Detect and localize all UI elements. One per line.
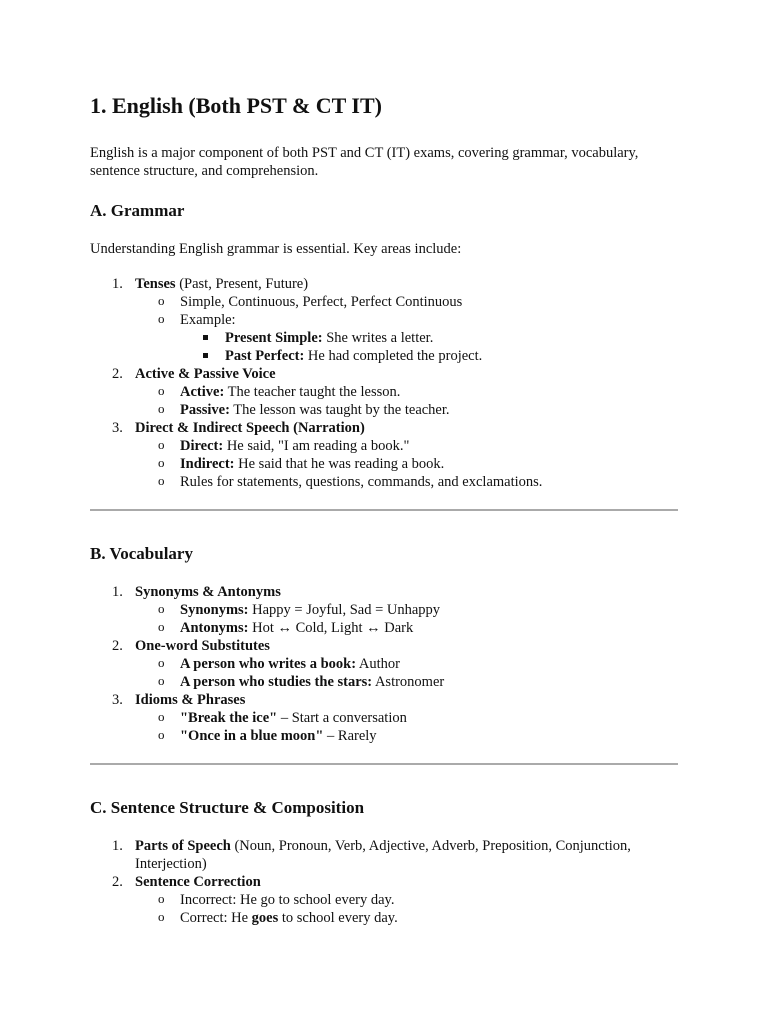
circle-bullet-icon: o bbox=[158, 673, 165, 688]
sub-item-text: Astronomer bbox=[372, 674, 445, 690]
sub-item-text: Example: bbox=[180, 312, 236, 328]
circle-bullet-icon: o bbox=[158, 619, 165, 634]
sub-item-label: A person who writes a book: bbox=[180, 656, 357, 672]
example-item bbox=[180, 347, 678, 365]
item-number: 2. bbox=[112, 638, 123, 654]
sub-item-text: Rules for statements, questions, commands, and exclamations. bbox=[180, 474, 543, 490]
sub-item-text: The lesson was taught by the teacher. bbox=[229, 402, 450, 418]
sub-item-label: Direct: bbox=[180, 438, 224, 454]
circle-bullet-icon: o bbox=[158, 909, 165, 924]
circle-bullet-icon: o bbox=[158, 401, 165, 416]
item-detail: (Past, Present, Future) bbox=[175, 276, 309, 292]
circle-bullet-icon: o bbox=[158, 601, 165, 616]
sub-item bbox=[135, 891, 678, 909]
sub-item-emphasis: goes bbox=[251, 910, 279, 926]
sub-item bbox=[135, 709, 678, 727]
item-number: 1. bbox=[112, 584, 123, 600]
sub-item-text: He said, "I am reading a book." bbox=[223, 438, 410, 454]
sub-list bbox=[135, 293, 678, 365]
list-item bbox=[90, 275, 678, 365]
example-text: She writes a letter. bbox=[322, 330, 434, 346]
sub-item-text: – Rarely bbox=[323, 728, 377, 744]
circle-bullet-icon: o bbox=[158, 383, 165, 398]
circle-bullet-icon: o bbox=[158, 311, 165, 326]
intro-paragraph: English is a major component of both PST and CT (IT) exams, covering grammar, vocabulary, sentence structure, and comprehension. bbox=[90, 145, 639, 179]
sub-item bbox=[135, 383, 678, 401]
item-number: 1. bbox=[112, 838, 123, 854]
item-title: Tenses bbox=[135, 276, 176, 292]
sub-item-text: Incorrect: He go to school every day. bbox=[180, 892, 395, 908]
list-item bbox=[90, 583, 678, 637]
structure-list bbox=[90, 837, 678, 927]
example-list bbox=[180, 329, 678, 365]
list-item bbox=[90, 365, 678, 419]
item-title: One-word Substitutes bbox=[135, 638, 270, 654]
item-title: Synonyms & Antonyms bbox=[135, 584, 281, 600]
item-number: 3. bbox=[112, 692, 123, 708]
item-number: 2. bbox=[112, 874, 123, 890]
structure-heading: C. Sentence Structure & Composition bbox=[90, 798, 365, 817]
sub-item bbox=[135, 619, 678, 637]
sub-item-label: "Once in a blue moon" bbox=[180, 728, 324, 744]
sub-item-text: Simple, Continuous, Perfect, Perfect Continuous bbox=[180, 294, 463, 310]
sub-item bbox=[135, 311, 678, 365]
item-title: Sentence Correction bbox=[135, 874, 261, 890]
sub-item-text: He said that he was reading a book. bbox=[234, 456, 445, 472]
sub-item bbox=[135, 655, 678, 673]
sub-item-text: Correct: He bbox=[180, 910, 252, 926]
grammar-list bbox=[90, 275, 678, 491]
item-number: 2. bbox=[112, 366, 123, 382]
vocabulary-heading: B. Vocabulary bbox=[90, 544, 193, 563]
sub-list bbox=[135, 891, 678, 927]
sub-item bbox=[135, 437, 678, 455]
example-text: He had completed the project. bbox=[304, 348, 483, 364]
sub-list bbox=[135, 709, 678, 745]
list-item bbox=[90, 691, 678, 745]
sub-item-label: Synonyms: bbox=[180, 602, 249, 618]
sub-item-label: Indirect: bbox=[180, 456, 235, 472]
example-label: Present Simple: bbox=[225, 330, 323, 346]
circle-bullet-icon: o bbox=[158, 473, 165, 488]
sub-item bbox=[135, 673, 678, 691]
item-title: Idioms & Phrases bbox=[135, 692, 246, 708]
item-title: Direct & Indirect Speech (Narration) bbox=[135, 420, 365, 436]
spacer bbox=[90, 765, 678, 797]
sub-item-text: – Start a conversation bbox=[277, 710, 407, 726]
sub-item-text: Author bbox=[356, 656, 400, 672]
list-item bbox=[90, 637, 678, 691]
item-title: Parts of Speech bbox=[135, 838, 231, 854]
sub-item-label: Active: bbox=[180, 384, 225, 400]
circle-bullet-icon: o bbox=[158, 709, 165, 724]
item-number: 3. bbox=[112, 420, 123, 436]
square-bullet-icon bbox=[203, 353, 208, 358]
sub-item-label: Antonyms: bbox=[180, 620, 249, 636]
sub-item-label: A person who studies the stars: bbox=[180, 674, 373, 690]
circle-bullet-icon: o bbox=[158, 891, 165, 906]
spacer bbox=[90, 511, 678, 543]
sub-list bbox=[135, 437, 678, 491]
vocabulary-list bbox=[90, 583, 678, 745]
example-label: Past Perfect: bbox=[225, 348, 305, 364]
grammar-lead: Understanding English grammar is essential. Key areas include: bbox=[90, 241, 462, 257]
sub-item bbox=[135, 293, 678, 311]
list-item bbox=[90, 873, 678, 927]
item-title: Active & Passive Voice bbox=[135, 366, 276, 382]
circle-bullet-icon: o bbox=[158, 655, 165, 670]
sub-item-label: "Break the ice" bbox=[180, 710, 278, 726]
square-bullet-icon bbox=[203, 335, 208, 340]
circle-bullet-icon: o bbox=[158, 293, 165, 308]
sub-item bbox=[135, 473, 678, 491]
circle-bullet-icon: o bbox=[158, 455, 165, 470]
sub-item-text: Hot ↔ Cold, Light ↔ Dark bbox=[248, 620, 414, 636]
page-title: 1. English (Both PST & CT IT) bbox=[90, 93, 382, 118]
example-item bbox=[180, 329, 678, 347]
circle-bullet-icon: o bbox=[158, 727, 165, 742]
sub-item bbox=[135, 909, 678, 927]
item-detail: (Noun, Pronoun, Verb, Adjective, Adverb, Preposition, Conjunction, Interjection) bbox=[135, 838, 631, 872]
list-item bbox=[90, 837, 678, 873]
sub-item-label: Passive: bbox=[180, 402, 230, 418]
sub-list bbox=[135, 383, 678, 419]
circle-bullet-icon: o bbox=[158, 437, 165, 452]
grammar-heading: A. Grammar bbox=[90, 201, 185, 220]
sub-item-text: The teacher taught the lesson. bbox=[224, 384, 401, 400]
sub-list bbox=[135, 601, 678, 637]
sub-item bbox=[135, 727, 678, 745]
sub-item-text: Happy = Joyful, Sad = Unhappy bbox=[248, 602, 441, 618]
sub-item bbox=[135, 455, 678, 473]
sub-list bbox=[135, 655, 678, 691]
sub-item bbox=[135, 601, 678, 619]
sub-item-text: to school every day. bbox=[278, 910, 398, 926]
item-number: 1. bbox=[112, 276, 123, 292]
sub-item bbox=[135, 401, 678, 419]
list-item bbox=[90, 419, 678, 491]
